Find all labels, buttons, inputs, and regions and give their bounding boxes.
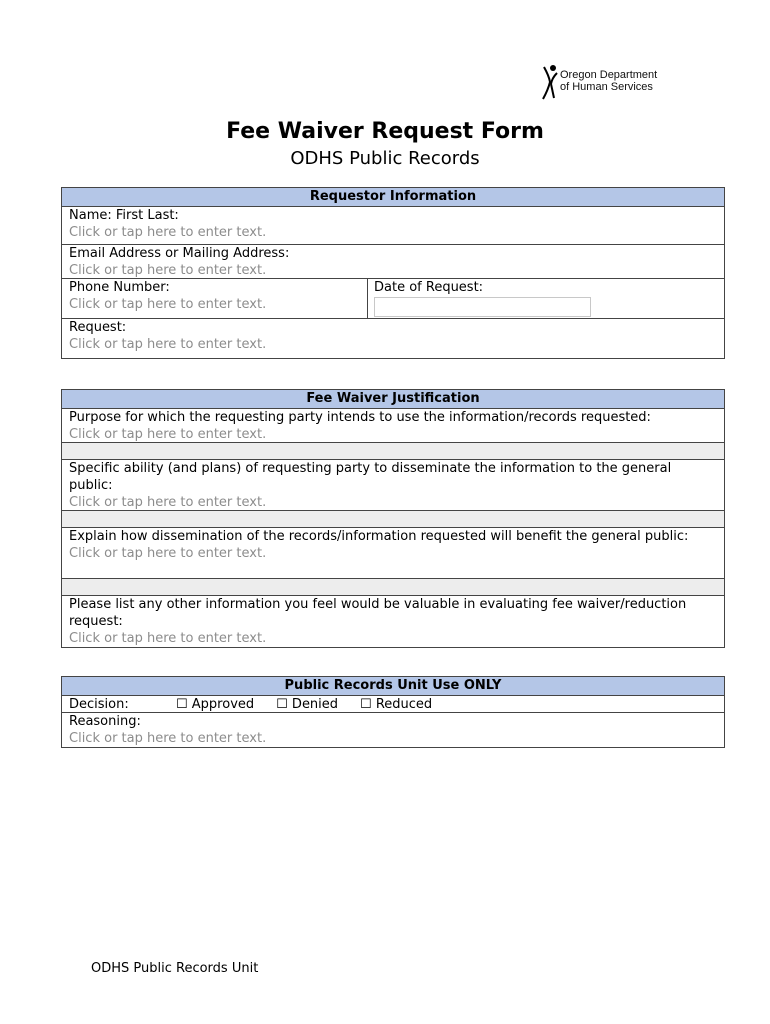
email-row	[62, 245, 724, 279]
purpose-row	[62, 409, 724, 443]
person-logo-icon	[540, 64, 560, 100]
reasoning-label: Reasoning:	[69, 714, 141, 729]
spacer-row	[62, 579, 724, 596]
date-label: Date of Request:	[374, 280, 484, 295]
reduced-checkbox[interactable]: ☐ Reduced	[360, 696, 433, 712]
decision-row	[62, 696, 724, 713]
date-field[interactable]	[374, 297, 591, 317]
purpose-field[interactable]: Click or tap here to enter text.	[69, 427, 267, 442]
logo-line-1: Oregon Department	[560, 69, 658, 81]
date-cell	[368, 279, 724, 318]
approved-checkbox[interactable]: ☐ Approved	[176, 696, 255, 712]
other-info-field[interactable]: Click or tap here to enter text.	[69, 631, 267, 646]
email-field[interactable]: Click or tap here to enter text.	[69, 263, 267, 278]
justification-header: Fee Waiver Justification	[62, 390, 724, 409]
email-label: Email Address or Mailing Address:	[69, 246, 290, 261]
name-row	[62, 207, 724, 245]
form-title: Fee Waiver Request Form	[226, 119, 544, 144]
other-info-label: Please list any other information you feel would be valuable in evaluating fee waiver/reduction request:	[69, 597, 687, 629]
spacer-row	[62, 443, 724, 460]
benefit-field[interactable]: Click or tap here to enter text.	[69, 546, 267, 561]
unit-use-header: Public Records Unit Use ONLY	[62, 677, 724, 696]
request-field[interactable]: Click or tap here to enter text.	[69, 337, 267, 352]
unit-use-table	[61, 676, 725, 748]
phone-date-row	[62, 279, 724, 319]
request-label: Request:	[69, 320, 127, 335]
requestor-info-table	[61, 187, 725, 359]
purpose-label: Purpose for which the requesting party intends to use the information/records requested:	[69, 410, 651, 425]
decision-label: Decision:	[69, 696, 129, 712]
phone-cell	[62, 279, 368, 318]
phone-field[interactable]: Click or tap here to enter text.	[69, 297, 267, 312]
form-subtitle: ODHS Public Records	[290, 148, 480, 169]
justification-table	[61, 389, 725, 648]
denied-checkbox[interactable]: ☐ Denied	[276, 696, 339, 712]
logo-line-2: of Human Services	[560, 81, 653, 93]
reasoning-field[interactable]: Click or tap here to enter text.	[69, 731, 267, 746]
benefit-label: Explain how dissemination of the records/information requested will benefit the general public:	[69, 529, 689, 544]
name-field[interactable]: Click or tap here to enter text.	[69, 225, 267, 240]
phone-label: Phone Number:	[69, 280, 170, 295]
request-row	[62, 319, 724, 358]
page-footer: ODHS Public Records Unit	[91, 961, 259, 976]
requestor-info-header: Requestor Information	[62, 188, 724, 207]
dissemination-label: Specific ability (and plans) of requesting party to disseminate the information to the general public:	[69, 461, 672, 493]
reasoning-row	[62, 713, 724, 747]
other-info-row	[62, 596, 724, 647]
dissemination-field[interactable]: Click or tap here to enter text.	[69, 495, 267, 510]
odhs-logo	[540, 64, 680, 100]
spacer-row	[62, 511, 724, 528]
name-label: Name: First Last:	[69, 208, 179, 223]
benefit-row	[62, 528, 724, 579]
dissemination-row	[62, 460, 724, 511]
